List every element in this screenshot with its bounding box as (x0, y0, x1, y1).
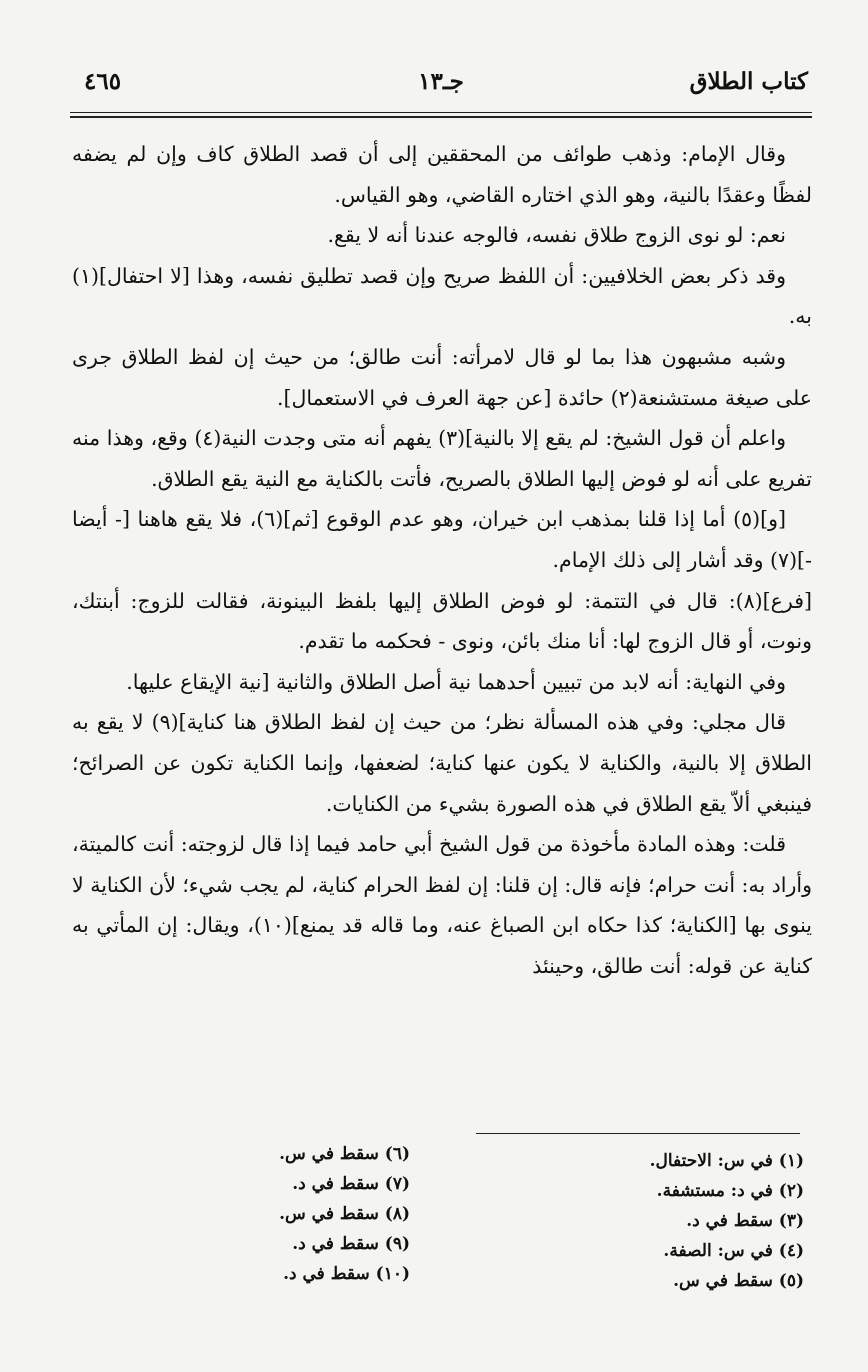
paragraph: نعم: لو نوى الزوج طلاق نفسه، فالوجه عندنا أنه لا يقع. (327, 223, 786, 248)
paragraph: وفي النهاية: أنه لابد من تبيين أحدهما نية أصل الطلاق والثانية [نية الإيقاع عليها. (126, 669, 786, 694)
paragraph: قال مجلي: وفي هذه المسألة نظر؛ من حيث إن لفظ الطلاق هنا كناية](٩) لا يقع به الطلاق إلا بالنية، والكناية لا يكون عنها كناية؛ لضعفها، وإنما الكناية تكون عن الصرائح؛ فينبغي ألاّ يقع الطلاق في هذه الصورة بشيء من الكنايات. (72, 710, 812, 816)
footnote: (٩) سقط في د. (292, 1234, 410, 1254)
footnote: (١٠) سقط في د. (283, 1264, 410, 1284)
footnote: (٧) سقط في د. (292, 1174, 410, 1194)
page-number: ٤٦٥ (84, 68, 122, 95)
paragraph: [و](٥) أما إذا قلنا بمذهب ابن خيران، وهو عدم الوقوع [ثم](٦)، فلا يقع هاهنا [- أيضا -](٧) وقد أشار إلى ذلك الإمام. (72, 507, 812, 572)
footnote: (١) في س: الاحتفال. (649, 1151, 804, 1171)
book-title: كتاب الطلاق (689, 68, 808, 95)
footnote-rule (476, 1133, 800, 1134)
footnote: (٤) في س: الصفة. (663, 1241, 804, 1261)
footnote: (٨) سقط في س. (279, 1204, 410, 1224)
paragraph: وقال الإمام: وذهب طوائف من المحققين إلى أن قصد الطلاق كاف وإن لم يضفه لفظًا وعقدًا بالنية، وهو الذي اختاره القاضي، وهو القياس. (72, 142, 812, 207)
paragraph: وشبه مشبهون هذا بما لو قال لامرأته: أنت طالق؛ من حيث إن لفظ الطلاق جرى على صيغة مستشنعة(٢) حائدة [عن جهة العرف في الاستعمال]. (72, 344, 812, 410)
header-rule-thick (70, 116, 812, 118)
footnote: (٦) سقط في س. (279, 1144, 410, 1164)
paragraph: [فرع](٨): قال في التتمة: لو فوض الطلاق إليها بلفظ البينونة، فقالت للزوج: أبنتك، ونوت، أو قال الزوج لها: أنا منك بائن، ونوى - فحكمه ما تقدم. (72, 588, 812, 654)
volume-label: جـ١٣ (418, 68, 464, 95)
footnote: (٣) سقط في د. (686, 1211, 804, 1231)
header-rule-thin (70, 112, 812, 113)
footnotes-right-column (494, 1146, 804, 1296)
footnote: (٢) في د: مستشفة. (656, 1181, 804, 1201)
paragraph: وقد ذكر بعض الخلافيين: أن اللفظ صريح وإن قصد تطليق نفسه، وهذا [لا احتفال](١) به. (72, 263, 812, 329)
footnotes-left-column (190, 1139, 410, 1289)
page-header (70, 62, 812, 108)
main-text (72, 134, 812, 986)
paragraph: واعلم أن قول الشيخ: لم يقع إلا بالنية](٣) يفهم أنه متى وجدت النية(٤) وقع، وهذا منه تفريع على أنه لو فوض إليها الطلاق بالصريح، فأتت بالكناية مع النية يقع الطلاق. (72, 426, 812, 491)
paragraph: قلت: وهذه المادة مأخوذة من قول الشيخ أبي حامد فيما إذا قال لزوجته: أنت كالميتة، وأراد به: أنت حرام؛ فإنه قال: إن قلنا: إن لفظ الحرام كناية، لم يجب شيء؛ لأن الكناية لا ينوى بها [الكناية؛ كذا حكاه ابن الصباغ عنه، وما قاله قد يمنع](١٠)، ويقال: إن المأتي به كناية عن قوله: أنت طالق، وحينئذ (72, 832, 812, 978)
footnote: (٥) سقط في س. (673, 1271, 804, 1291)
